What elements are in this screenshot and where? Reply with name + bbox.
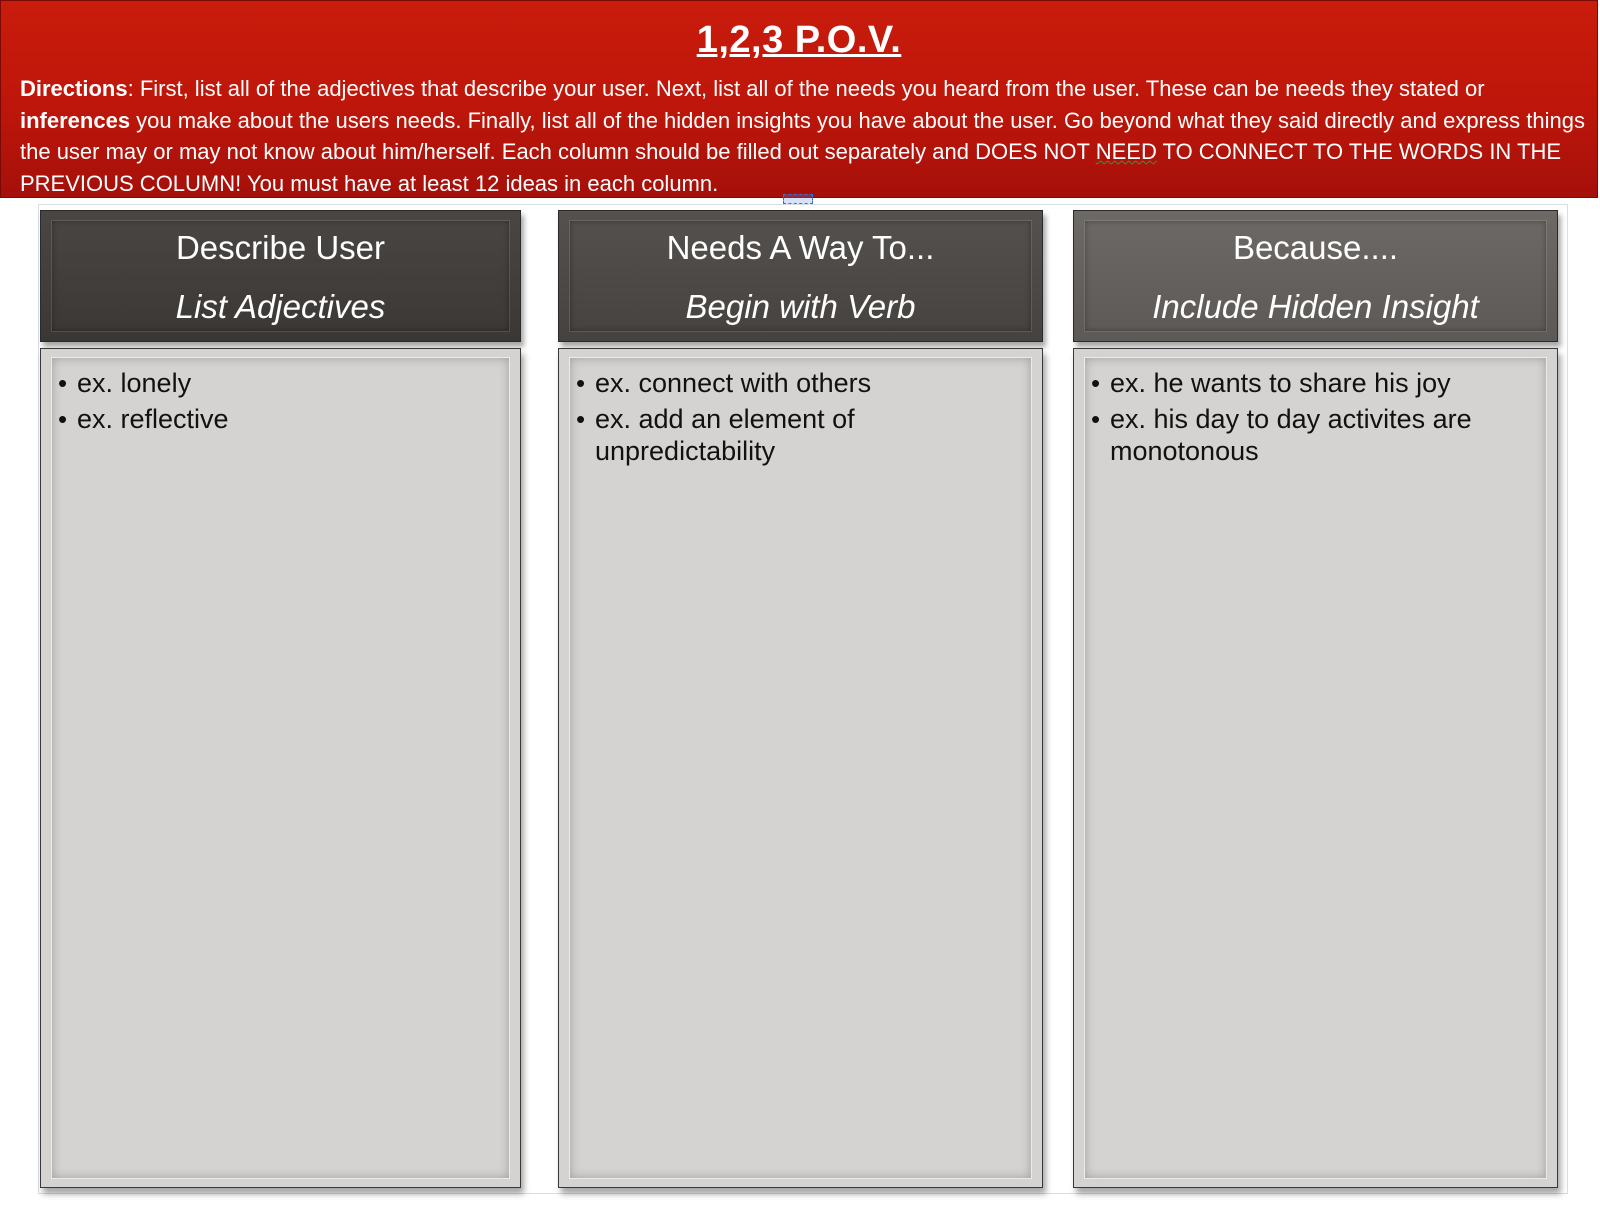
column-subheading: Begin with Verb bbox=[685, 288, 916, 325]
list-item[interactable]: • ex. add an element of unpredictability bbox=[575, 403, 1022, 467]
directions-spellcheck-word: NEED bbox=[1095, 139, 1157, 164]
directions-part-3: TO CONNECT TO THE WORDS IN THE PREVIOUS COLUMN! You must have at least 12 ideas in each column. bbox=[20, 139, 1562, 196]
directions-label: Directions bbox=[20, 76, 128, 101]
column-subheading: List Adjectives bbox=[175, 288, 386, 325]
column-heading: Needs A Way To... bbox=[666, 229, 935, 266]
item-list bbox=[57, 367, 500, 439]
column-heading: Describe User bbox=[175, 229, 386, 266]
column-header-because bbox=[1073, 210, 1558, 342]
column-body-because[interactable] bbox=[1073, 348, 1558, 1188]
list-item[interactable]: • ex. his day to day activites are monotonous bbox=[1090, 403, 1537, 467]
item-list bbox=[1090, 367, 1537, 471]
selection-handle[interactable] bbox=[783, 194, 813, 204]
list-item[interactable]: • ex. connect with others bbox=[575, 367, 1022, 399]
column-heading: Because.... bbox=[1232, 229, 1399, 266]
page-title: 1,2,3 P.O.V. bbox=[696, 19, 902, 61]
column-body-needs-a-way-to[interactable] bbox=[558, 348, 1043, 1188]
directions-part-2: you make about the users needs. Finally, list all of the hidden insights you have about the user. Go beyond what they said directly and express things the user may or may not know about him/herself. Each column should be filled out separately and DOES NOT bbox=[20, 107, 1585, 164]
directions-bold-word: inferences bbox=[20, 107, 131, 133]
column-header-describe-user bbox=[40, 210, 521, 342]
directions-part-1: : First, list all of the adjectives that describe your user. Next, list all of the needs you heard from the user. These can be needs they stated or bbox=[127, 76, 1485, 101]
list-item[interactable]: • ex. he wants to share his joy bbox=[1090, 367, 1537, 399]
column-body-describe-user[interactable] bbox=[40, 348, 521, 1188]
directions-text bbox=[20, 73, 1585, 198]
list-item[interactable]: • ex. lonely bbox=[57, 367, 500, 399]
column-subheading: Include Hidden Insight bbox=[1152, 288, 1479, 325]
item-list bbox=[575, 367, 1022, 471]
column-header-needs-a-way-to bbox=[558, 210, 1043, 342]
directions-banner bbox=[0, 0, 1598, 198]
list-item[interactable]: • ex. reflective bbox=[57, 403, 500, 435]
